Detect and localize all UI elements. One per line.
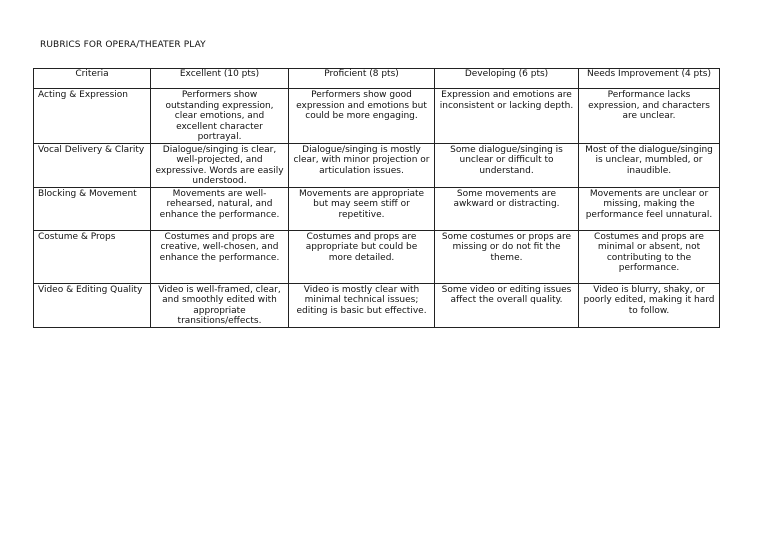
header-needs-improvement: Needs Improvement (4 pts)	[579, 69, 720, 89]
needs-improvement-cell: Most of the dialogue/singing is unclear, mumbled, or inaudible.	[579, 143, 720, 187]
developing-cell: Some dialogue/singing is unclear or difficult to understand.	[435, 143, 579, 187]
developing-cell: Some costumes or props are missing or do not fit the theme.	[435, 230, 579, 283]
developing-cell: Some movements are awkward or distracting.	[435, 187, 579, 230]
document-title: RUBRICS FOR OPERA/THEATER PLAY	[40, 40, 206, 50]
needs-improvement-cell: Movements are unclear or missing, making the performance feel unnatural.	[579, 187, 720, 230]
table-row	[34, 89, 720, 144]
excellent-cell: Costumes and props are creative, well-chosen, and enhance the performance.	[151, 230, 289, 283]
header-excellent: Excellent (10 pts)	[151, 69, 289, 89]
excellent-cell: Performers show outstanding expression, clear emotions, and excellent character portrayal.	[151, 89, 289, 144]
proficient-cell: Costumes and props are appropriate but could be more detailed.	[289, 230, 435, 283]
criteria-cell: Blocking & Movement	[34, 187, 151, 230]
criteria-cell: Vocal Delivery & Clarity	[34, 143, 151, 187]
table-row	[34, 187, 720, 230]
needs-improvement-cell: Performance lacks expression, and characters are unclear.	[579, 89, 720, 144]
proficient-cell: Dialogue/singing is mostly clear, with minor projection or articulation issues.	[289, 143, 435, 187]
criteria-cell: Acting & Expression	[34, 89, 151, 144]
proficient-cell: Movements are appropriate but may seem stiff or repetitive.	[289, 187, 435, 230]
criteria-cell: Costume & Props	[34, 230, 151, 283]
rubric-table	[33, 68, 720, 328]
table-row	[34, 143, 720, 187]
table-row	[34, 283, 720, 327]
excellent-cell: Video is well-framed, clear, and smoothly edited with appropriate transitions/effects.	[151, 283, 289, 327]
table-row	[34, 230, 720, 283]
proficient-cell: Performers show good expression and emotions but could be more engaging.	[289, 89, 435, 144]
header-criteria: Criteria	[34, 69, 151, 89]
criteria-cell: Video & Editing Quality	[34, 283, 151, 327]
developing-cell: Some video or editing issues affect the overall quality.	[435, 283, 579, 327]
needs-improvement-cell: Costumes and props are minimal or absent, not contributing to the performance.	[579, 230, 720, 283]
proficient-cell: Video is mostly clear with minimal technical issues; editing is basic but effective.	[289, 283, 435, 327]
header-developing: Developing (6 pts)	[435, 69, 579, 89]
header-row	[34, 69, 720, 89]
developing-cell: Expression and emotions are inconsistent or lacking depth.	[435, 89, 579, 144]
excellent-cell: Movements are well-rehearsed, natural, and enhance the performance.	[151, 187, 289, 230]
header-proficient: Proficient (8 pts)	[289, 69, 435, 89]
excellent-cell: Dialogue/singing is clear, well-projected, and expressive. Words are easily understood.	[151, 143, 289, 187]
needs-improvement-cell: Video is blurry, shaky, or poorly edited, making it hard to follow.	[579, 283, 720, 327]
